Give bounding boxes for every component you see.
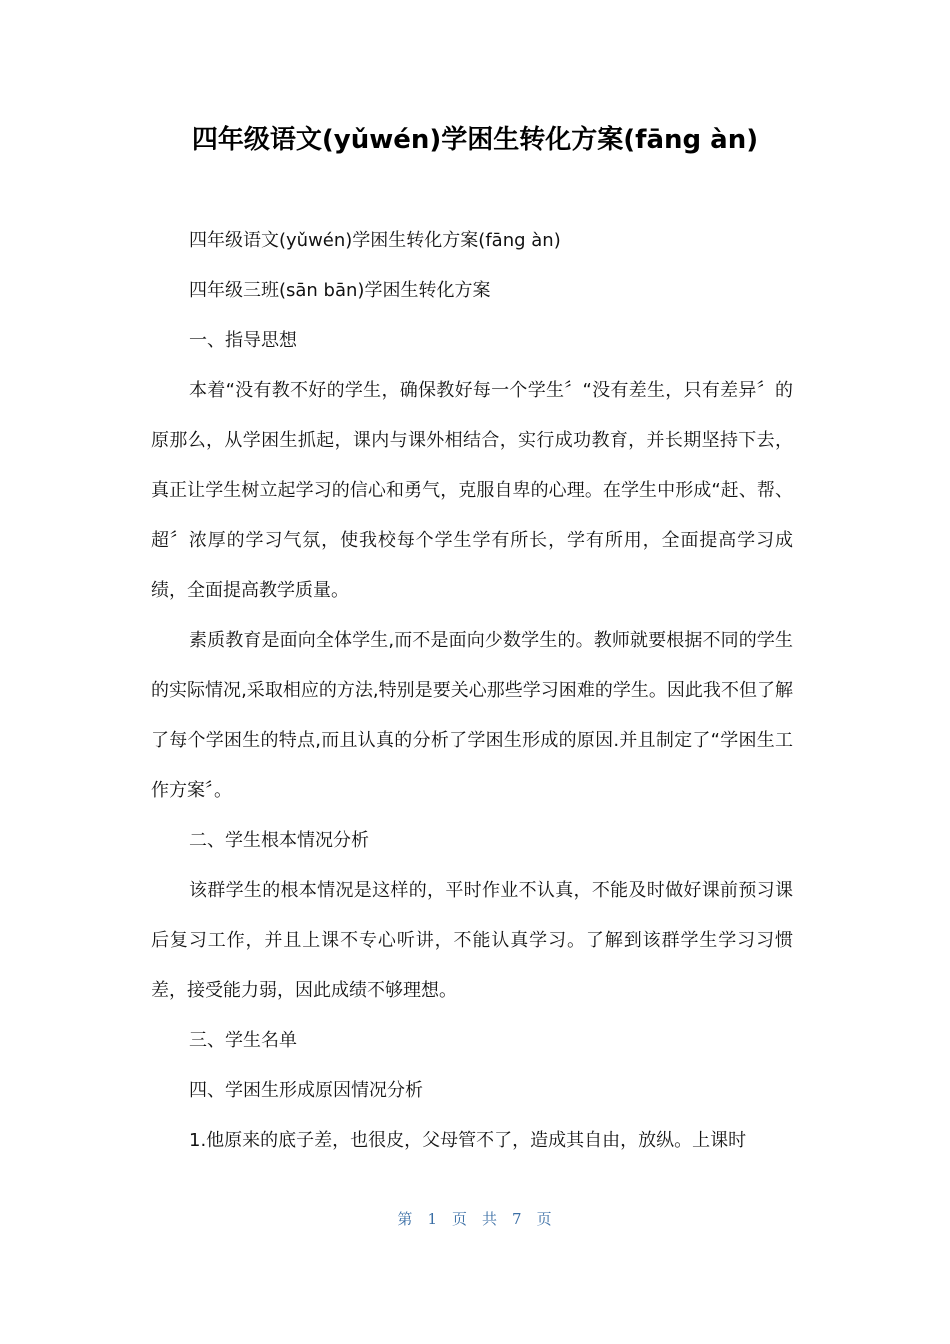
footer-current-page: 1	[427, 1210, 438, 1228]
footer-label-of: 页	[451, 1210, 468, 1228]
page-footer	[0, 1208, 950, 1229]
footer-label-end: 页	[536, 1210, 553, 1228]
section-heading-student-analysis: 二、学生根本情况分析	[189, 830, 369, 851]
paragraph-quality-education: 素质教育是面向全体学生,而不是面向少数学生的。教师就要根据不同的学生的实际情况,采取相应的方法,特别是要关心那些学习困难的学生。因此我不但了解了每个学困生的特点,而且认真的分析了学困生形成的原因.并且制定了“学困生工作方案〞。	[151, 630, 793, 801]
paragraph-cause-1: 1.他原来的底子差，也很皮，父母管不了，造成其自由，放纵。上课时	[189, 1130, 747, 1151]
section-heading-cause-analysis: 四、学困生形成原因情况分析	[189, 1080, 423, 1101]
paragraph-heading-repeat: 四年级语文(yǔwén)学困生转化方案(fāng àn)	[189, 230, 561, 251]
paragraph-student-analysis: 该群学生的根本情况是这样的，平时作业不认真，不能及时做好课前预习课后复习工作，并且上课不专心听讲，不能认真学习。了解到该群学生学习习惯差，接受能力弱，因此成绩不够理想。	[151, 880, 793, 1001]
footer-label-total: 共	[482, 1210, 499, 1228]
footer-label-page: 第	[397, 1210, 414, 1228]
section-heading-guiding-ideology: 一、指导思想	[189, 330, 297, 351]
document-body	[151, 216, 793, 1166]
section-heading-student-list: 三、学生名单	[189, 1030, 297, 1051]
paragraph-class-title: 四年级三班(sān bān)学困生转化方案	[189, 280, 491, 301]
document-title: 四年级语文(yǔwén)学困生转化方案(fāng àn)	[191, 125, 759, 155]
footer-total-pages: 7	[512, 1210, 523, 1228]
paragraph-guiding-ideology: 本着“没有教不好的学生，确保教好每一个学生〞“没有差生，只有差异〞的原那么，从学困生抓起，课内与课外相结合，实行成功教育，并长期坚持下去，真正让学生树立起学习的信心和勇气，克服自卑的心理。在学生中形成“赶、帮、超〞浓厚的学习气氛，使我校每个学生学有所长，学有所用，全面提高学习成绩，全面提高教学质量。	[151, 380, 793, 601]
